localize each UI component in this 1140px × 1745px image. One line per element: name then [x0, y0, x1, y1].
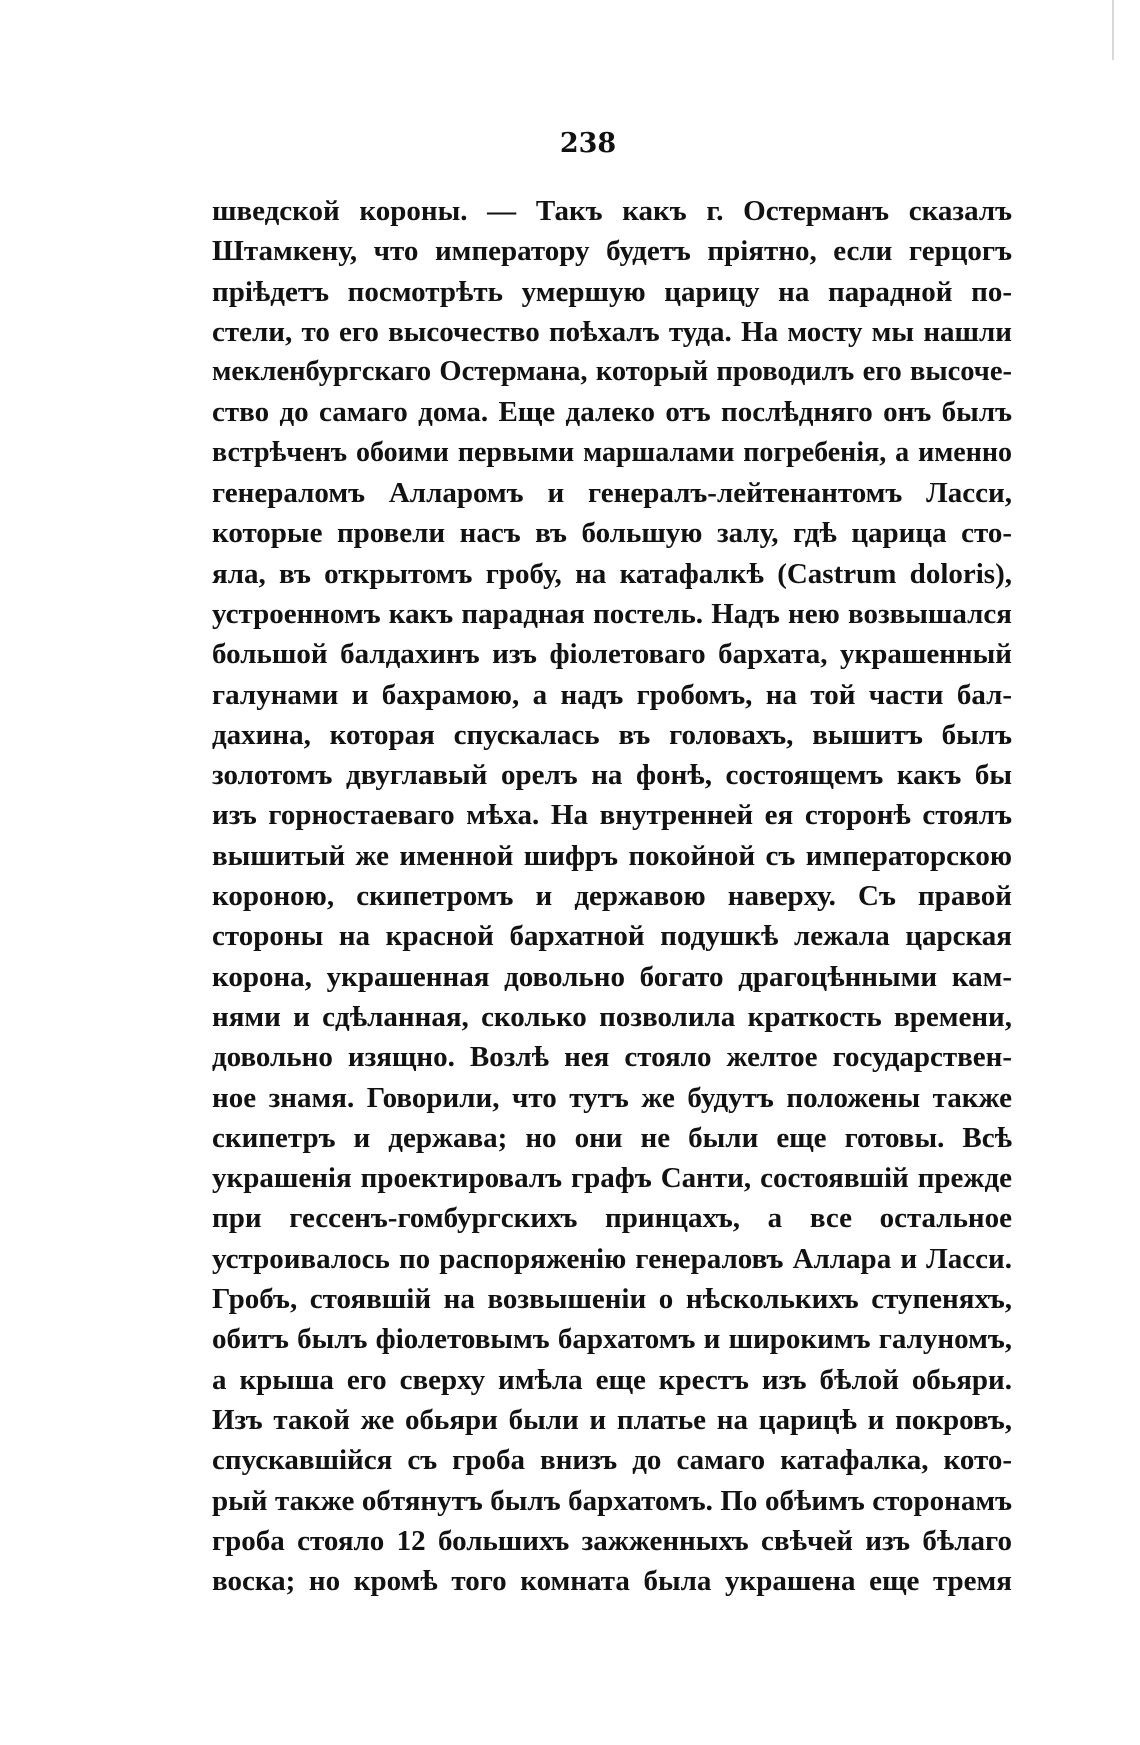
text-line: при гессенъ-гомбургскихъ принцахъ, а все остальное: [212, 1202, 1012, 1235]
text-line: вышитый же именной шифръ покойной съ императорскою: [212, 839, 1012, 872]
text-line: гроба стояло 12 большихъ зажженныхъ свѣчей изъ бѣлаго: [212, 1524, 1012, 1557]
text-line: корона, украшенная довольно богато драгоцѣнными кам-: [212, 960, 1012, 993]
text-line: устроивалось по распоряженію генераловъ Аллара и Ласси.: [212, 1242, 1012, 1275]
text-line: генераломъ Алларомъ и генералъ-лейтенантомъ Ласси,: [212, 477, 1012, 510]
text-line: ное знамя. Говорили, что тутъ же будутъ положены также: [212, 1081, 1012, 1114]
text-line: спускавшійся съ гроба внизъ до самаго катафалка, кото-: [212, 1444, 1012, 1477]
text-line: Гробъ, стоявшій на возвышеніи о нѣсколькихъ ступеняхъ,: [212, 1283, 1012, 1316]
text-line: нями и сдѣланная, сколько позволила краткость времени,: [212, 1000, 1012, 1033]
scan-edge-line: [1112, 0, 1114, 60]
page-number: 238: [559, 128, 617, 159]
text-line: устроенномъ какъ парадная постель. Надъ нею возвышался: [212, 597, 1012, 630]
text-line: довольно изящно. Возлѣ нея стояло желтое государствен-: [212, 1041, 1012, 1074]
body-text: [212, 191, 1012, 1601]
text-line: дахина, которая спускалась въ головахъ, вышитъ былъ: [212, 718, 1012, 751]
text-line: обитъ былъ фіолетовымъ бархатомъ и широкимъ галуномъ,: [212, 1323, 1012, 1356]
text-line: Изъ такой же обьяри были и платье на царицѣ и покровъ,: [212, 1403, 1012, 1436]
text-line: воска; но кромѣ того комната была украшена еще тремя: [212, 1565, 1012, 1598]
text-line: которые провели насъ въ большую залу, гдѣ царица сто-: [212, 517, 1012, 550]
text-line: стороны на красной бархатной подушкѣ лежала царская: [212, 920, 1012, 953]
text-line: изъ горностаеваго мѣха. На внутренней ея сторонѣ стоялъ: [212, 799, 1012, 832]
text-line: скипетръ и держава; но они не были еще готовы. Всѣ: [212, 1121, 1012, 1154]
text-line: украшенія проектировалъ графъ Санти, состоявшій прежде: [212, 1162, 1012, 1195]
text-line: а крыша его сверху имѣла еще крестъ изъ бѣлой обьяри.: [212, 1363, 1012, 1396]
text-line: рый также обтянутъ былъ бархатомъ. По обѣимъ сторонамъ: [212, 1484, 1012, 1517]
text-line: Штамкену, что императору будетъ пріятно, если герцогъ: [212, 235, 1012, 268]
text-line: шведской короны. — Такъ какъ г. Остерманъ сказалъ: [212, 195, 1012, 227]
text-line: яла, въ открытомъ гробу, на катафалкѣ (Castrum doloris),: [212, 557, 1012, 590]
text-line: галунами и бахрамою, а надъ гробомъ, на той части бал-: [212, 678, 1012, 711]
text-line: стели, то его высочество поѣхалъ туда. На мосту мы нашли: [212, 315, 1012, 348]
text-line: пріѣдетъ посмотрѣть умершую царицу на парадной по-: [212, 275, 1012, 308]
text-line: короною, скипетромъ и державою наверху. Съ правой: [212, 880, 1012, 913]
text-line: встрѣченъ обоими первыми маршалами погребенія, а именно: [212, 436, 1012, 468]
text-line: мекленбургскаго Остермана, который проводилъ его высоче-: [212, 356, 1012, 388]
text-line: большой балдахинъ изъ фіолетоваго бархата, украшенный: [212, 638, 1012, 671]
text-line: золотомъ двуглавый орелъ на фонѣ, состоящемъ какъ бы: [212, 759, 1012, 792]
text-line: ство до самаго дома. Еще далеко отъ послѣдняго онъ былъ: [212, 396, 1012, 429]
